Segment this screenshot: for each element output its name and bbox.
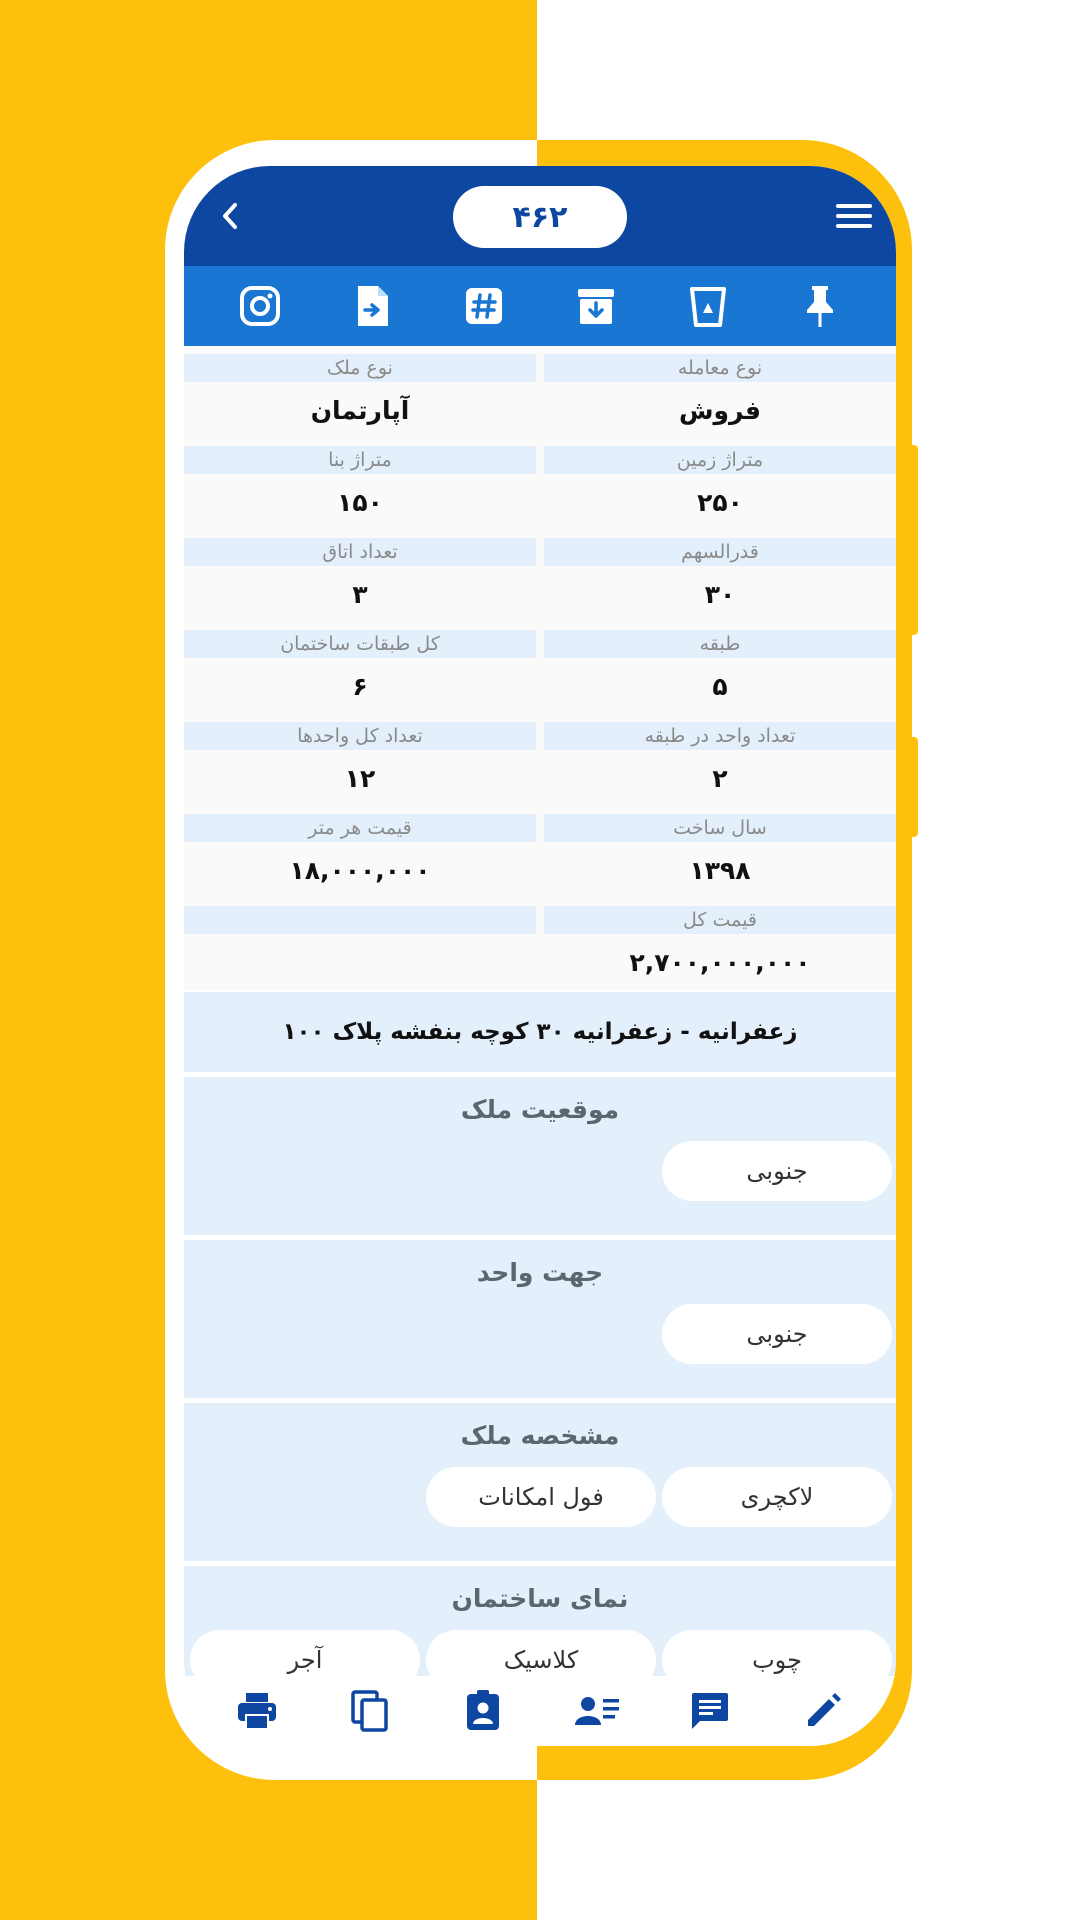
pin-button[interactable] bbox=[791, 277, 849, 335]
section-property-features bbox=[184, 1398, 896, 1561]
field-label: قیمت کل bbox=[544, 906, 896, 934]
tag-chip[interactable]: جنوبی bbox=[662, 1304, 892, 1364]
field-label: سال ساخت bbox=[544, 814, 896, 842]
field-label: تعداد واحد در طبقه bbox=[544, 722, 896, 750]
customer-list-button[interactable] bbox=[569, 1683, 625, 1739]
tag-chip[interactable]: کلاسیک bbox=[426, 1630, 656, 1676]
listing-id-badge: ۴۶۲ bbox=[453, 186, 627, 248]
archive-button[interactable] bbox=[567, 277, 625, 335]
field-label: نوع معامله bbox=[544, 354, 896, 382]
details-row bbox=[184, 714, 896, 806]
recycle-bin-icon bbox=[689, 285, 727, 327]
section-title: جهت واحد bbox=[476, 1258, 604, 1287]
instagram-icon bbox=[239, 285, 281, 327]
field-value: ۲,۷۰۰,۰۰۰,۰۰۰ bbox=[629, 947, 811, 977]
phone-side-button bbox=[910, 445, 918, 635]
phone-side-button bbox=[910, 737, 918, 837]
section-title: مشخصه ملک bbox=[460, 1421, 620, 1450]
field-value: ۵ bbox=[712, 671, 728, 701]
section-title: موقعیت ملک bbox=[460, 1095, 620, 1124]
field-label: تعداد کل واحدها bbox=[184, 722, 536, 750]
notes-button[interactable] bbox=[682, 1683, 738, 1739]
field-label: نوع ملک bbox=[184, 354, 536, 382]
print-button[interactable] bbox=[229, 1683, 285, 1739]
field-label: تعداد اتاق bbox=[184, 538, 536, 566]
back-button[interactable] bbox=[206, 192, 254, 240]
details-row bbox=[184, 438, 896, 530]
pin-icon bbox=[805, 284, 835, 328]
section-facade bbox=[184, 1561, 896, 1676]
archive-icon bbox=[576, 286, 616, 326]
instagram-button[interactable] bbox=[231, 277, 289, 335]
field-label: قدرالسهم bbox=[544, 538, 896, 566]
contact-card-icon bbox=[465, 1690, 501, 1732]
tag-chip[interactable]: فول امکانات bbox=[426, 1467, 656, 1527]
details-row bbox=[184, 530, 896, 622]
details-row bbox=[184, 346, 896, 438]
field-label: متراژ زمین bbox=[544, 446, 896, 474]
field-value: فروش bbox=[679, 395, 761, 425]
section-title: نمای ساختمان bbox=[451, 1584, 629, 1613]
section-location bbox=[184, 1072, 896, 1235]
chevron-left-icon bbox=[219, 201, 241, 231]
details-row bbox=[184, 898, 896, 990]
tag-chip[interactable]: چوب bbox=[662, 1630, 892, 1676]
field-value: ۱۸,۰۰۰,۰۰۰ bbox=[289, 855, 431, 885]
field-label: قیمت هر متر bbox=[184, 814, 536, 842]
tag-chip[interactable]: لاکچری bbox=[662, 1467, 892, 1527]
app-bar bbox=[184, 166, 896, 266]
details-row bbox=[184, 806, 896, 898]
field-value: ۲ bbox=[712, 763, 728, 793]
field-value: ۶ bbox=[352, 671, 368, 701]
edit-button[interactable] bbox=[795, 1683, 851, 1739]
recycle-bin-button[interactable] bbox=[679, 277, 737, 335]
field-value: ۳۰ bbox=[704, 579, 736, 609]
field-label: کل طبقات ساختمان bbox=[184, 630, 536, 658]
field-label: طبقه bbox=[544, 630, 896, 658]
file-export-icon bbox=[354, 284, 390, 328]
tag-chip[interactable]: آجر bbox=[190, 1630, 420, 1676]
field-value: ۳ bbox=[352, 579, 368, 609]
print-icon bbox=[236, 1691, 278, 1731]
contact-card-button[interactable] bbox=[455, 1683, 511, 1739]
copy-icon bbox=[351, 1690, 389, 1732]
edit-icon bbox=[804, 1692, 842, 1730]
tag-chip[interactable]: جنوبی bbox=[662, 1141, 892, 1201]
details-grid bbox=[184, 346, 896, 990]
section-unit-direction bbox=[184, 1235, 896, 1398]
field-value bbox=[184, 940, 536, 984]
field-value: ۱۵۰ bbox=[337, 487, 383, 517]
copy-button[interactable] bbox=[342, 1683, 398, 1739]
export-file-button[interactable] bbox=[343, 277, 401, 335]
field-label: متراژ بنا bbox=[184, 446, 536, 474]
field-value: ۱۲ bbox=[344, 763, 376, 793]
customer-list-icon bbox=[575, 1693, 619, 1729]
hamburger-menu-icon bbox=[836, 202, 872, 230]
menu-button[interactable] bbox=[830, 194, 878, 238]
action-toolbar bbox=[184, 266, 896, 346]
field-value: ۱۳۹۸ bbox=[689, 855, 751, 885]
hashtag-button[interactable] bbox=[455, 277, 513, 335]
details-row bbox=[184, 622, 896, 714]
field-label bbox=[184, 906, 536, 934]
notes-icon bbox=[690, 1691, 730, 1731]
app-screen bbox=[184, 166, 896, 1746]
field-value: ۲۵۰ bbox=[697, 487, 743, 517]
address-text: زعفرانیه - زعفرانیه ۳۰ کوچه بنفشه پلاک ۱۰۰ bbox=[184, 992, 896, 1072]
bottom-action-bar bbox=[184, 1676, 896, 1746]
field-value: آپارتمان bbox=[310, 395, 410, 425]
hashtag-icon bbox=[464, 286, 504, 326]
listing-details bbox=[184, 346, 896, 1676]
